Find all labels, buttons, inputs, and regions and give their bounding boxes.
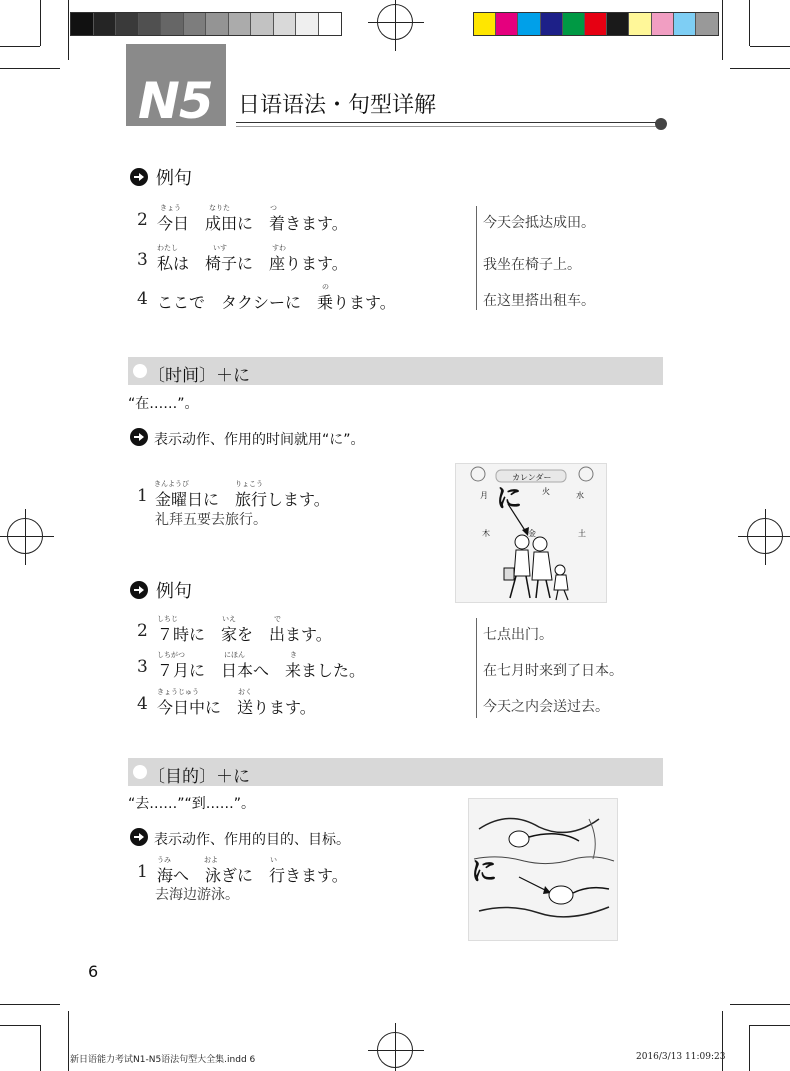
sentence-jp: ７月に 日本へ 来ました。 [157,661,366,680]
ruby: いえ [222,615,236,623]
band-dot [133,364,147,378]
weekday-label: 土 [578,529,586,538]
weekday-label: 月 [480,491,488,500]
sentence-cn: 在七月时来到了日本。 [483,663,623,679]
sentence-cn: 在这里搭出租车。 [483,293,595,309]
weekday-label: 金 [528,529,536,538]
usage-note: 表示动作、作用的目的、目标。 [154,832,350,848]
ruby: き [290,651,297,659]
sentence-number: 4 [137,289,148,309]
page-number: 6 [88,962,99,981]
registration-mark-icon [377,4,413,40]
arrow-icon [130,828,148,846]
sentence-number: 3 [137,250,148,270]
crop-mark [749,1025,750,1071]
title-rule [236,122,660,123]
crop-mark [730,1004,790,1005]
swimming-illustration [468,798,618,941]
usage-note: 表示动作、作用的时间就用“に”。 [154,432,365,448]
meaning: “去……”“到……”。 [128,796,256,812]
sentence-number: 4 [137,694,148,714]
ruby: うみ [157,856,171,864]
divider-line [476,206,477,310]
ruby: いす [213,244,227,252]
band-dot [133,765,147,779]
ruby: わたし [157,244,178,252]
crop-mark [0,1004,60,1005]
sentence-cn: 今天之内会送过去。 [483,699,609,715]
crop-mark [750,46,790,47]
crop-mark [68,0,69,60]
crop-mark [0,68,60,69]
sentence-jp: ７時に 家を 出ます。 [157,625,332,644]
ni-particle: に [471,857,498,887]
ruby: つ [270,204,277,212]
calendar-illustration [455,463,607,603]
footer-filename: 新日语能力考试N1-N5语法句型大全集.indd 6 [70,1055,256,1065]
crop-mark [730,68,790,69]
page-title: 日语语法・句型详解 [238,93,437,118]
sentence-jp: 金曜日に 旅行します。 [155,490,330,509]
title-dot [655,118,667,130]
weekday-label: 火 [542,487,550,496]
sentence-number: 1 [137,862,148,882]
arrow-icon [130,581,148,599]
ruby: で [274,615,281,623]
ruby: い [270,856,277,864]
sentence-jp: 今日 成田に 着きます。 [157,214,348,233]
level-label: N5 [138,72,213,130]
ruby: にほん [224,651,245,659]
crop-mark [722,1011,723,1071]
crop-mark [750,1025,790,1026]
sentence-jp: ここで タクシーに 乗ります。 [157,293,396,312]
crop-mark [40,0,41,46]
grammar-pattern: 〔时间〕＋に [148,366,250,386]
ruby: なりた [209,204,230,212]
crop-mark [722,0,723,60]
weekday-label: 木 [482,529,490,538]
ruby: きょうじゅう [157,688,199,696]
ruby: の [322,283,329,291]
title-rule [236,126,660,127]
sentence-jp: 私は 椅子に 座ります。 [157,254,348,273]
sentence-number: 3 [137,657,148,677]
registration-mark-icon [377,1032,413,1068]
color-bar [473,12,719,36]
sentence-number: 2 [137,621,148,641]
sentence-number: 1 [137,486,148,506]
divider-line [476,618,477,718]
crop-mark [0,1025,40,1026]
ruby: おく [238,688,252,696]
registration-mark-icon [747,518,783,554]
grayscale-bar [70,12,342,36]
ruby: きんようび [154,480,189,488]
grammar-pattern: 〔目的〕＋に [148,767,250,787]
example-label: 例句 [156,581,192,602]
ruby: およ [204,856,218,864]
ruby: りょこう [235,480,263,488]
sentence-jp: 今日中に 送ります。 [157,698,316,717]
footer-timestamp: 2016/3/13 11:09:23 [636,1052,726,1062]
crop-mark [40,1025,41,1071]
crop-mark [68,1011,69,1071]
sentence-cn: 去海边游泳。 [155,887,239,903]
ruby: すわ [272,244,286,252]
arrow-icon [130,168,148,186]
ni-particle: に [496,484,523,514]
meaning: “在……”。 [128,396,199,412]
crop-mark [0,46,40,47]
sentence-cn: 礼拜五要去旅行。 [155,512,267,528]
calendar-banner: カレンダー [512,473,552,482]
sentence-cn: 我坐在椅子上。 [483,257,581,273]
sentence-cn: 今天会抵达成田。 [483,215,595,231]
sentence-cn: 七点出门。 [483,627,553,643]
registration-mark-icon [7,518,43,554]
sentence-jp: 海へ 泳ぎに 行きます。 [157,866,348,885]
ruby: しちじ [157,615,178,623]
crop-mark [749,0,750,46]
sentence-number: 2 [137,210,148,230]
ruby: きょう [160,204,181,212]
weekday-label: 水 [576,491,584,500]
example-label: 例句 [156,168,192,189]
ruby: しちがつ [157,651,185,659]
arrow-icon [130,428,148,446]
